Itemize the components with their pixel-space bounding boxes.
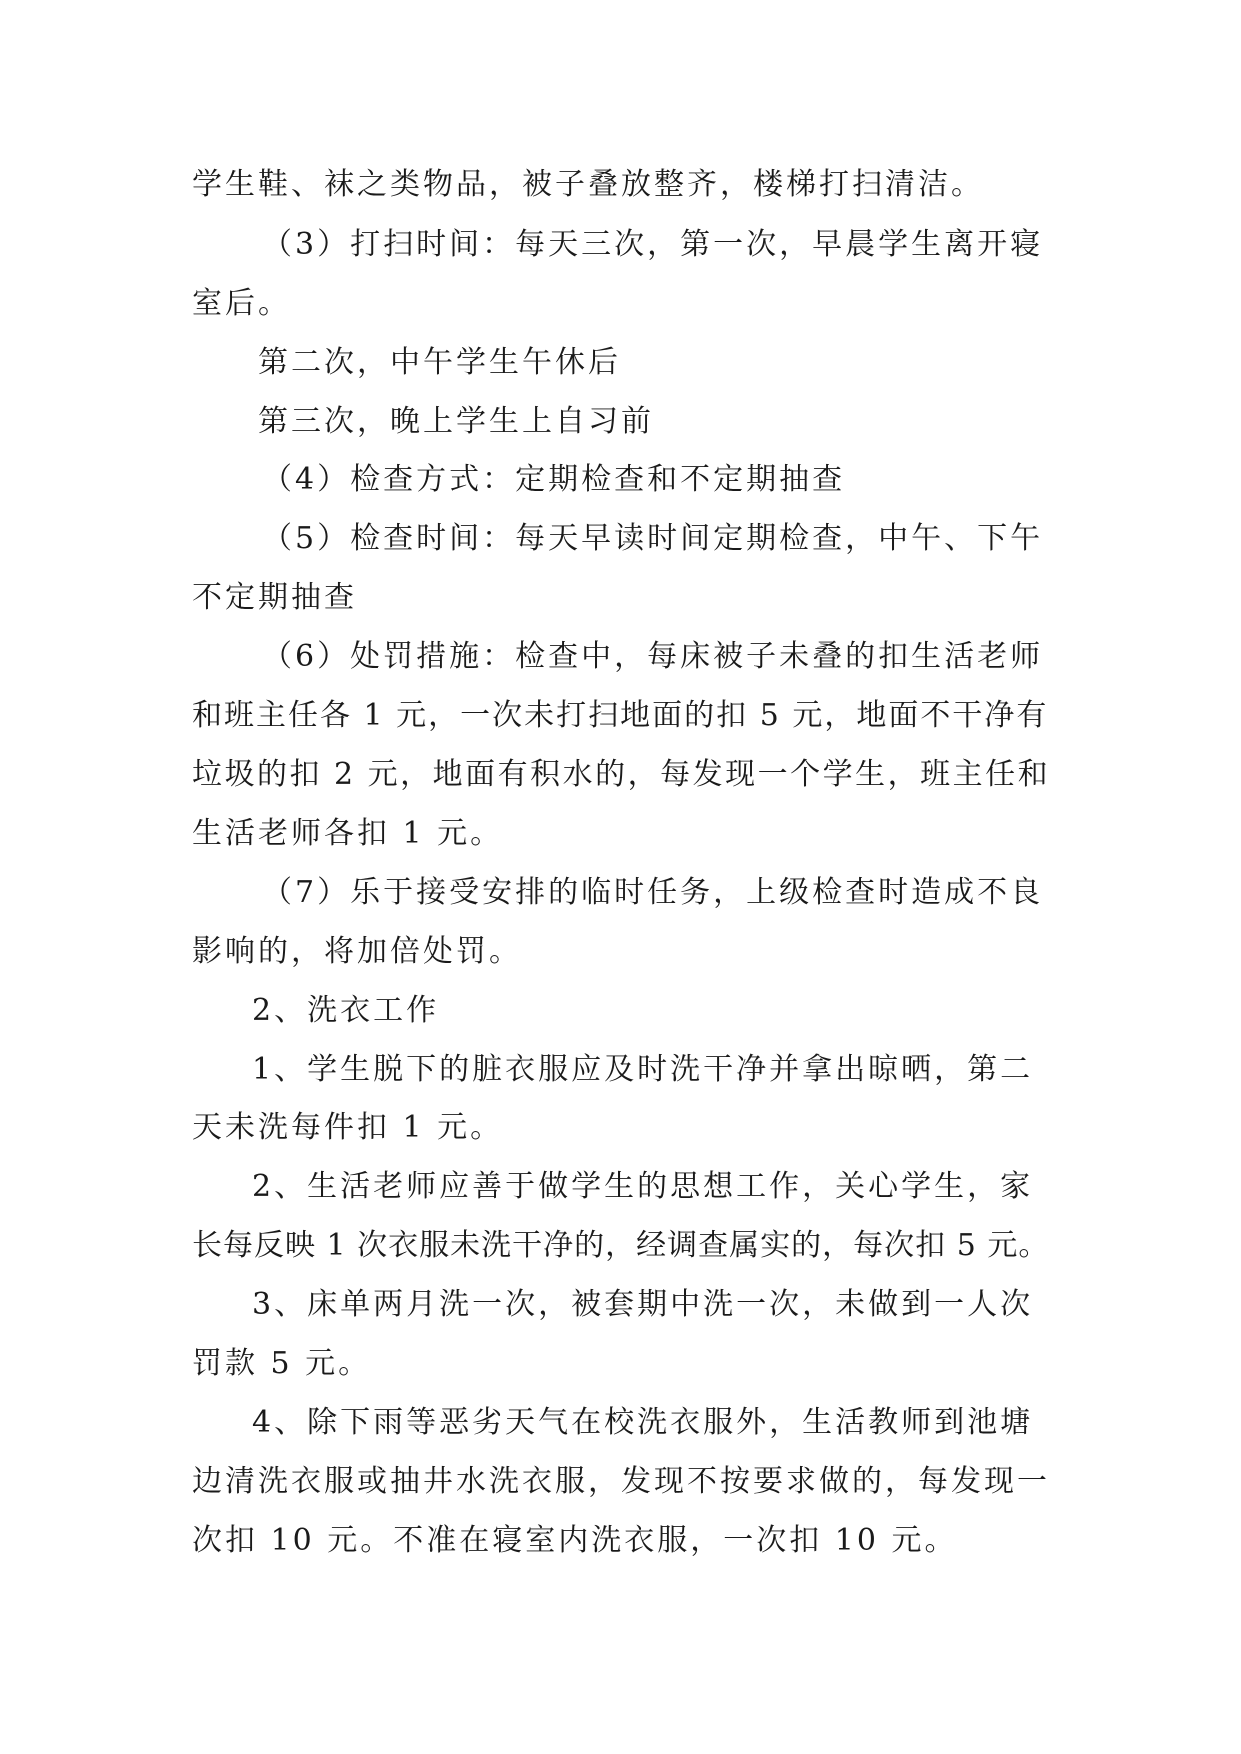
text-line-11: 垃圾的扣 2 元，地面有积水的，每发现一个学生，班主任和 [192,757,1051,792]
text-line-13: （7）乐于接受安排的临时任务，上级检查时造成不良 [262,875,1044,910]
text-line-18: 2、生活老师应善于做学生的思想工作，关心学生，家 [252,1169,1034,1204]
text-line-21: 罚款 5 元。 [192,1346,372,1381]
text-line-3: 室后。 [192,286,291,321]
text-line-6: （4）检查方式：定期检查和不定期抽查 [262,462,846,497]
text-line-23: 边清洗衣服或抽井水洗衣服，发现不按要求做的，每发现一 [192,1464,1050,1499]
text-line-5: 第三次，晚上学生上自习前 [258,404,654,439]
text-line-12: 生活老师各扣 1 元。 [192,816,504,851]
text-line-9: （6）处罚措施：检查中，每床被子未叠的扣生活老师 [262,639,1044,674]
text-line-2: （3）打扫时间：每天三次，第一次，早晨学生离开寝 [262,227,1044,262]
text-line-7: （5）检查时间：每天早读时间定期检查，中午、下午 [262,521,1044,556]
text-line-22: 4、除下雨等恶劣天气在校洗衣服外，生活教师到池塘 [252,1405,1034,1440]
text-line-14: 影响的，将加倍处罚。 [192,934,522,969]
text-line-24: 次扣 10 元。不准在寝室内洗衣服，一次扣 10 元。 [192,1523,958,1558]
text-line-15: 2、洗衣工作 [252,993,440,1028]
text-line-10: 和班主任各 1 元，一次未打扫地面的扣 5 元，地面不干净有 [192,698,1049,733]
text-line-20: 3、床单两月洗一次，被套期中洗一次，未做到一人次 [252,1287,1034,1322]
text-line-16: 1、学生脱下的脏衣服应及时洗干净并拿出晾晒，第二 [252,1052,1034,1087]
text-line-1: 学生鞋、袜之类物品，被子叠放整齐，楼梯打扫清洁。 [192,167,984,202]
text-line-4: 第二次，中午学生午休后 [258,345,621,380]
text-line-17: 天未洗每件扣 1 元。 [192,1110,504,1145]
text-line-19: 长每反映 1 次衣服未洗干净的，经调查属实的，每次扣 5 元。 [192,1228,1050,1263]
text-line-8: 不定期抽查 [192,580,357,615]
